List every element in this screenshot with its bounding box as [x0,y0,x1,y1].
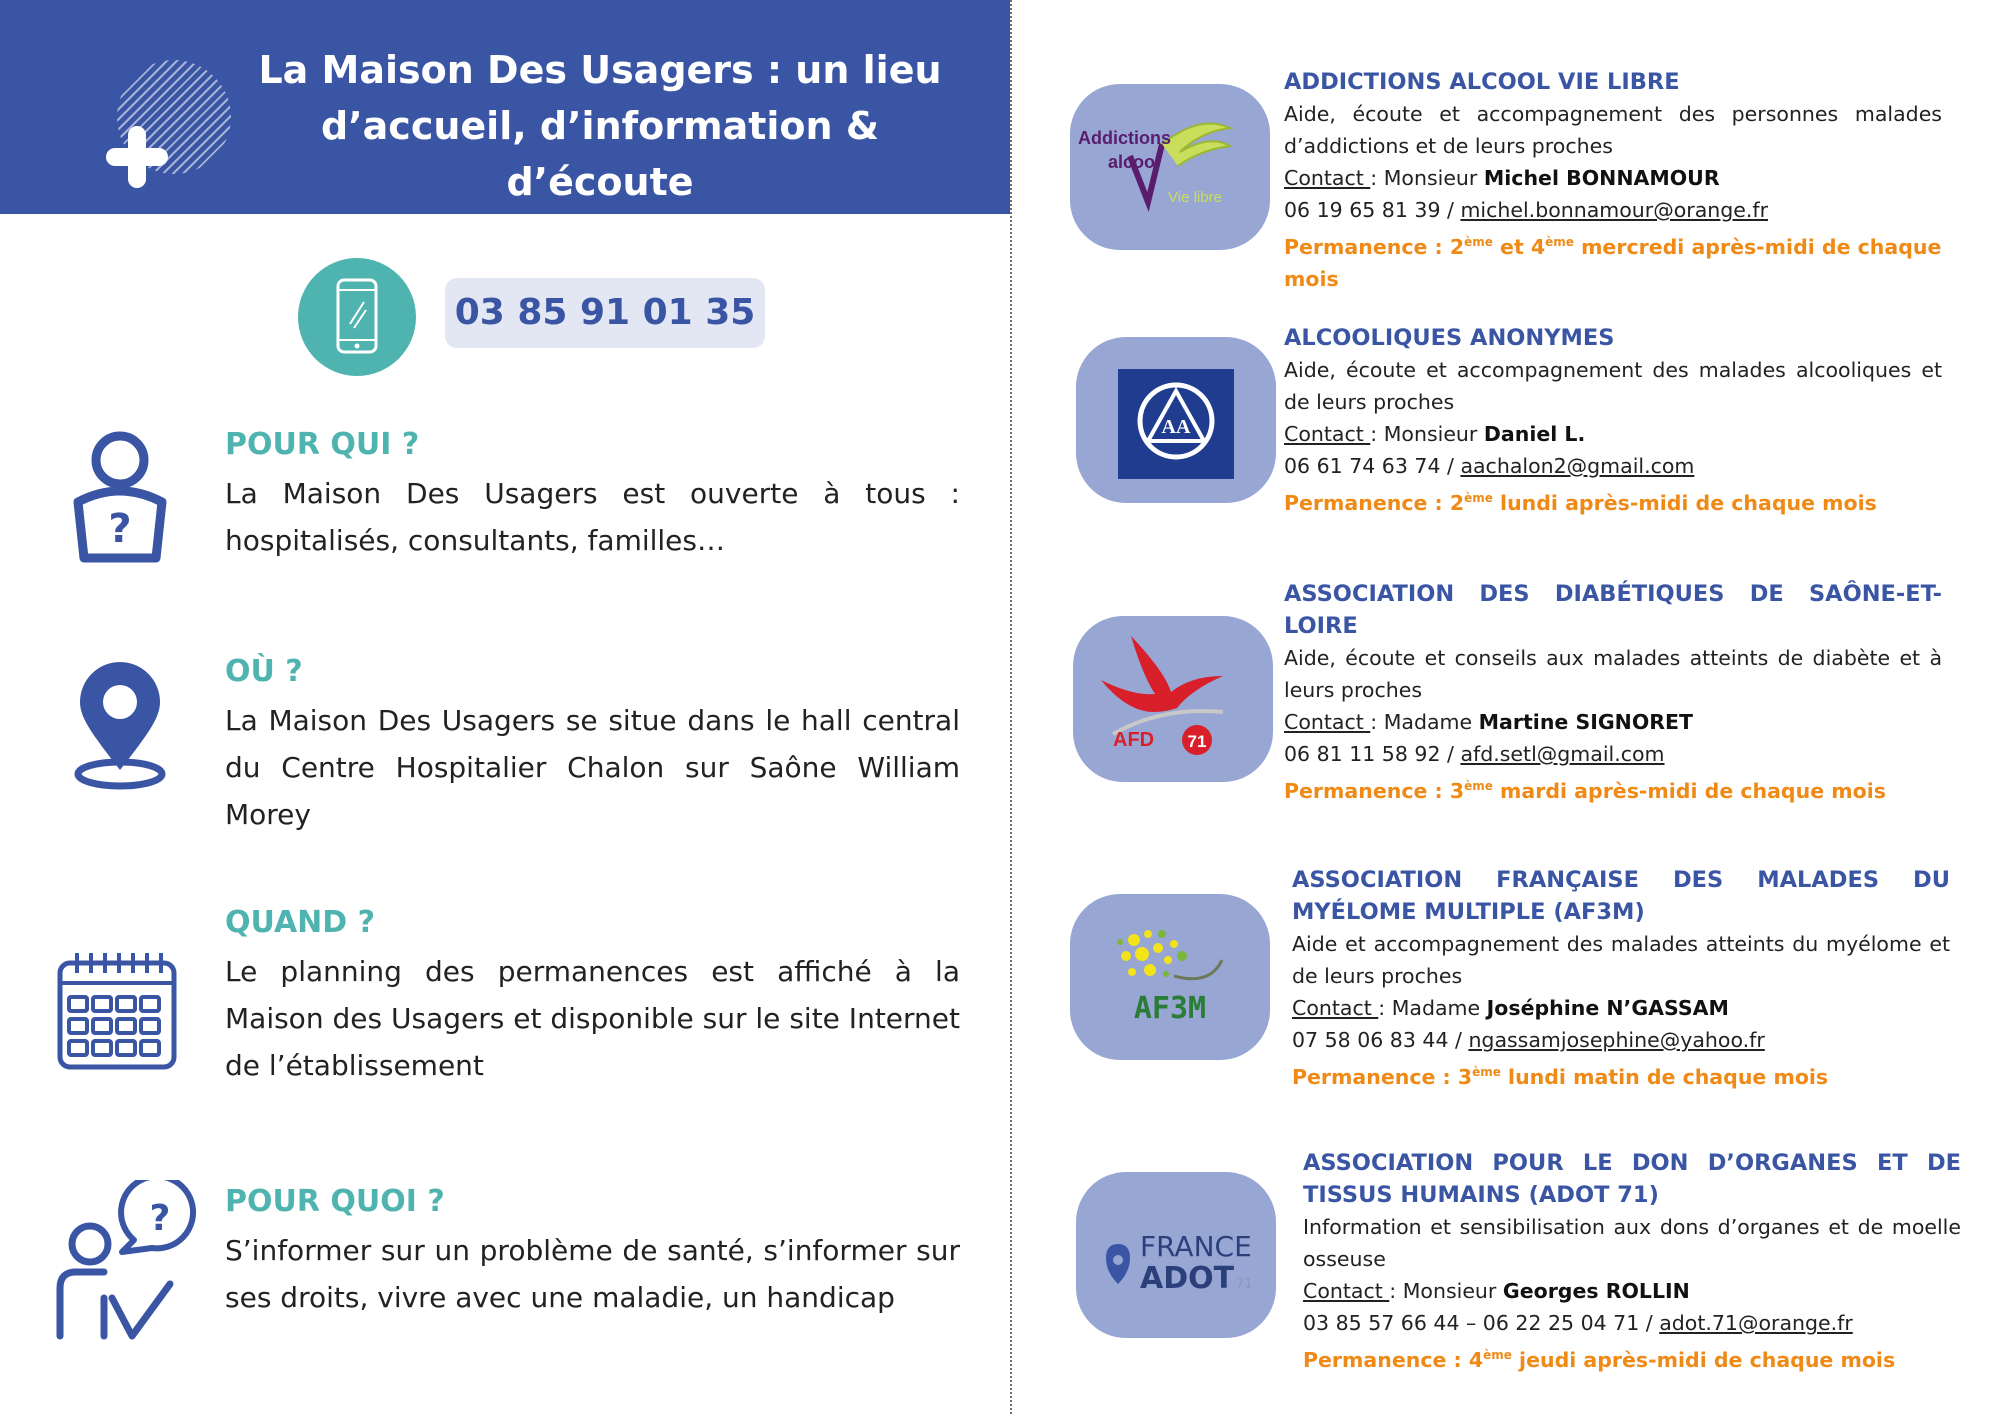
page-title: La Maison Des Usagers : un lieu d’accueil, d’information & d’écoute [258,48,942,204]
logo-afd-71 [1073,616,1273,782]
section-text-quand: Le planning des permanences est affiché à la Maison des Usagers et disponible sur le site Internet de l’établissement [225,955,960,1082]
association-contact: Contact : Madame Joséphine N’GASSAM [1292,996,1729,1020]
association-name: ALCOOLIQUES ANONYMES [1284,325,1615,351]
svg-text:AFD: AFD [1113,729,1155,751]
logo-addictions-alcool-vie-libre [1070,84,1270,250]
association-card [1303,1147,1961,1376]
map-pin-icon [72,660,168,790]
svg-text:FRANCE: FRANCE [1140,1230,1252,1263]
section-heading-quand: QUAND ? [225,905,376,940]
user-question-icon [70,430,170,565]
association-card [1284,578,1942,807]
column-divider [1010,0,1012,1414]
svg-text:?: ? [149,1198,171,1239]
association-phone-email: 06 19 65 81 39 / michel.bonnamour@orange.fr [1284,198,1769,222]
association-contact: Contact : Madame Martine SIGNORET [1284,710,1694,734]
email-link[interactable]: michel.bonnamour@orange.fr [1460,198,1769,222]
section-text-pour-quoi: S’informer sur un problème de santé, s’informer sur ses droits, vivre avec une maladie, un handicap [225,1234,960,1314]
email-link[interactable]: aachalon2@gmail.com [1460,454,1695,478]
svg-text:71: 71 [1236,1277,1253,1292]
person-question-bubble-icon [52,1180,202,1340]
logo-france-adot-71 [1076,1172,1276,1338]
svg-text:71: 71 [1187,732,1207,751]
association-card [1284,322,1942,519]
association-name: ASSOCIATION FRANÇAISE DES MALADES DU MYÉLOME MULTIPLE (AF3M) [1292,867,1950,925]
email-link[interactable]: afd.setl@gmail.com [1460,742,1665,766]
association-description: Aide, écoute et conseils aux malades atteints de diabète et à leurs proches [1284,646,1942,702]
svg-text:ADOT: ADOT [1140,1261,1235,1296]
association-card [1292,864,1950,1093]
association-description: Aide, écoute et accompagnement des malades alcooliques et de leurs proches [1284,358,1942,414]
association-name: ASSOCIATION POUR LE DON D’ORGANES ET DE TISSUS HUMAINS (ADOT 71) [1303,1150,1961,1208]
section-heading-pour-quoi: POUR QUOI ? [225,1184,445,1219]
smartphone-icon [298,258,416,376]
association-description: Aide et accompagnement des malades atteints du myélome et de leurs proches [1292,932,1950,988]
association-phone-email: 06 61 74 63 74 / aachalon2@gmail.com [1284,454,1695,478]
association-card [1284,66,1942,295]
section-heading-pour-qui: POUR QUI ? [225,427,420,462]
association-permanence: Permanence : 3ème lundi matin de chaque mois [1292,1064,1829,1089]
association-phone-email: 07 58 06 83 44 / ngassamjosephine@yahoo.fr [1292,1028,1765,1052]
logo-alcooliques-anonymes [1076,337,1276,503]
association-contact: Contact : Monsieur Daniel L. [1284,422,1586,446]
section-text-ou: La Maison Des Usagers se situe dans le hall central du Centre Hospitalier Chalon sur Saône William Morey [225,704,960,831]
section-heading-ou: OÙ ? [225,654,303,689]
association-phone-email: 03 85 57 66 44 – 06 22 25 04 71 / adot.71@orange.fr [1303,1311,1853,1335]
calendar-icon [55,945,179,1073]
association-contact: Contact : Monsieur Michel BONNAMOUR [1284,166,1720,190]
association-permanence: Permanence : 2ème lundi après-midi de chaque mois [1284,490,1877,515]
association-description: Information et sensibilisation aux dons d’organes et de moelle osseuse [1303,1215,1961,1271]
association-permanence: Permanence : 3ème mardi après-midi de chaque mois [1284,778,1886,803]
svg-text:Vie libre: Vie libre [1168,189,1222,206]
svg-text:alcool: alcool [1108,152,1161,172]
svg-text:?: ? [108,506,132,552]
email-link[interactable]: ngassamjosephine@yahoo.fr [1468,1028,1765,1052]
association-description: Aide, écoute et accompagnement des personnes malades d’addictions et de leurs proches [1284,102,1942,158]
association-name: ASSOCIATION DES DIABÉTIQUES DE SAÔNE-ET-LOIRE [1284,581,1942,639]
svg-text:AF3M: AF3M [1133,991,1207,1026]
svg-text:Addictions: Addictions [1078,128,1171,148]
association-name: ADDICTIONS ALCOOL VIE LIBRE [1284,69,1680,95]
email-link[interactable]: adot.71@orange.fr [1659,1311,1853,1335]
plus-icon [104,124,170,190]
phone-number[interactable]: 03 85 91 01 35 [445,278,765,348]
association-permanence: Permanence : 2ème et 4ème mercredi après-midi de chaque mois [1284,234,1942,291]
association-permanence: Permanence : 4ème jeudi après-midi de chaque mois [1303,1347,1896,1372]
logo-af3m [1070,894,1270,1060]
svg-text:AA: AA [1161,416,1191,438]
phone-circle [298,258,416,376]
section-text-pour-qui: La Maison Des Usagers est ouverte à tous : hospitalisés, consultants, familles… [225,477,960,557]
association-phone-email: 06 81 11 58 92 / afd.setl@gmail.com [1284,742,1665,766]
association-contact: Contact : Monsieur Georges ROLLIN [1303,1279,1690,1303]
